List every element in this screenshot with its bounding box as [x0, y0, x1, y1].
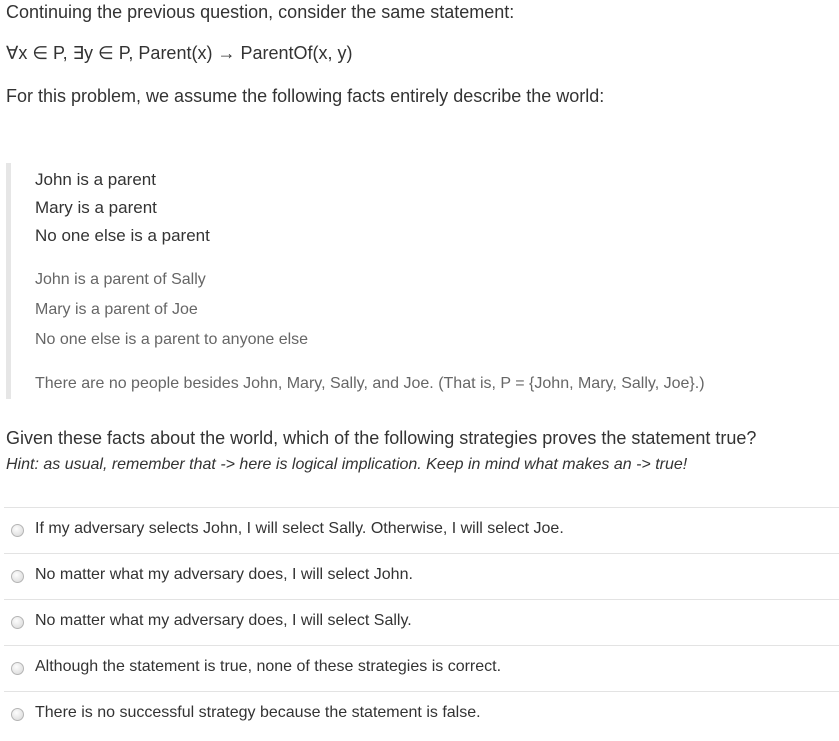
answer-option[interactable]: [4, 507, 839, 553]
fact-mary-parent: Mary is a parent: [35, 198, 157, 217]
fact-john-parent: John is a parent: [35, 170, 156, 189]
radio-button[interactable]: [11, 708, 24, 721]
answer-option[interactable]: [4, 645, 839, 691]
statement-formula: ∀x ∈ P, ∃y ∈ P, Parent(x) → ParentOf(x, y): [6, 43, 353, 63]
fact-mary-parent-of-joe: Mary is a parent of Joe: [35, 301, 198, 318]
question-hint: Hint: as usual, remember that -> here is logical implication. Keep in mind what makes an -> true!: [6, 456, 688, 473]
facts-intro-text: For this problem, we assume the following facts entirely describe the world:: [6, 86, 605, 106]
answer-option[interactable]: [4, 599, 839, 645]
answer-option-label[interactable]: There is no successful strategy because the statement is false.: [35, 704, 481, 721]
fact-domain-of-people: There are no people besides John, Mary, Sally, and Joe. (That is, P = {John, Mary, Sally, Joe}.): [35, 375, 705, 392]
radio-button[interactable]: [11, 616, 24, 629]
fact-no-one-else-parent-to-anyone: No one else is a parent to anyone else: [35, 331, 309, 348]
fact-no-one-else-parent: No one else is a parent: [35, 226, 210, 245]
answer-option-label[interactable]: No matter what my adversary does, I will select Sally.: [35, 612, 412, 629]
answer-options: [4, 507, 839, 737]
answer-option-label[interactable]: If my adversary selects John, I will select Sally. Otherwise, I will select Joe.: [35, 520, 564, 537]
radio-button[interactable]: [11, 662, 24, 675]
fact-john-parent-of-sally: John is a parent of Sally: [35, 271, 206, 288]
question-prompt: Given these facts about the world, which of the following strategies proves the statement true?: [6, 428, 757, 448]
answer-option-label[interactable]: Although the statement is true, none of these strategies is correct.: [35, 658, 502, 675]
radio-button[interactable]: [11, 570, 24, 583]
facts-blockquote: [6, 163, 831, 399]
intro-text: Continuing the previous question, consider the same statement:: [6, 2, 515, 22]
radio-button[interactable]: [11, 524, 24, 537]
answer-option[interactable]: [4, 691, 839, 737]
answer-option-label[interactable]: No matter what my adversary does, I will select John.: [35, 566, 413, 583]
answer-option[interactable]: [4, 553, 839, 599]
